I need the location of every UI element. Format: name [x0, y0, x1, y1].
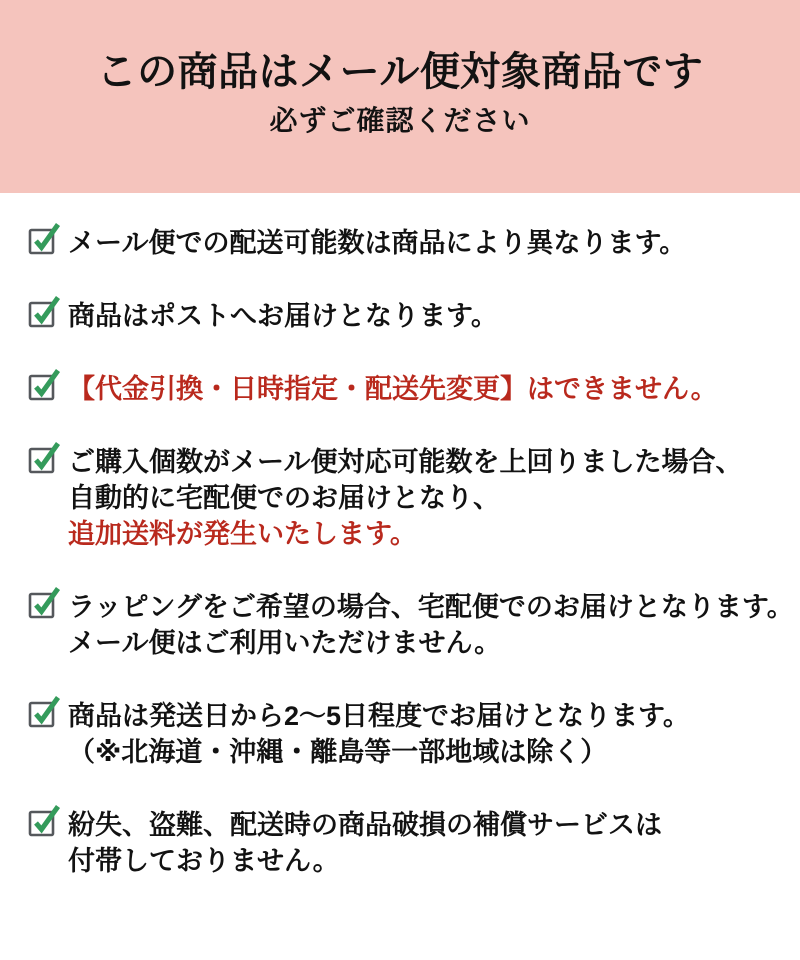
notice-text	[68, 589, 794, 661]
notice-list	[0, 193, 800, 879]
notice-text	[68, 807, 662, 879]
notice-line: ご購入個数がメール便対応可能数を上回りました場合、	[68, 447, 743, 477]
notice-item	[28, 225, 780, 261]
notice-line: （※北海道・沖縄・離島等一部地域は除く）	[68, 737, 608, 767]
notice-text	[68, 225, 686, 261]
notice-line: 商品はポストへお届けとなります。	[68, 301, 498, 331]
notice-text	[68, 698, 690, 770]
notice-line: 自動的に宅配便でのお届けとなり、	[68, 483, 500, 513]
notice-item	[28, 589, 794, 661]
notice-item	[28, 371, 780, 407]
notice-item	[28, 444, 780, 552]
checked-checkbox-icon	[28, 804, 61, 837]
notice-item	[28, 807, 780, 879]
notice-line: メール便での配送可能数は商品により異なります。	[68, 228, 687, 258]
checked-checkbox-icon	[28, 295, 61, 328]
checked-checkbox-icon	[28, 441, 61, 474]
notice-text	[68, 298, 498, 334]
checked-checkbox-icon	[28, 586, 61, 619]
checked-checkbox-icon	[28, 222, 61, 255]
checked-checkbox-icon	[28, 695, 61, 728]
notice-line: ラッピングをご希望の場合、宅配便でのお届けとなります。	[68, 592, 794, 622]
notice-text	[68, 371, 718, 407]
page-subtitle: 必ずご確認ください	[269, 105, 531, 136]
notice-line: 紛失、盗難、配送時の商品破損の補償サービスは	[68, 810, 662, 840]
notice-line: 付帯しておりません。	[68, 846, 340, 876]
notice-line-alert: 追加送料が発生いたします。	[68, 519, 417, 549]
notice-text	[68, 444, 742, 552]
notice-item	[28, 698, 780, 770]
checked-checkbox-icon	[28, 368, 61, 401]
page-title: この商品はメール便対象商品です	[96, 50, 704, 94]
notice-item	[28, 298, 780, 334]
notice-line: 商品は発送日から2〜5日程度でお届けとなります。	[68, 701, 690, 731]
notice-line: メール便はご利用いただけません。	[68, 628, 502, 658]
notice-header	[0, 0, 800, 193]
notice-line-alert: 【代金引換・日時指定・配送先変更】はできません。	[68, 374, 718, 404]
